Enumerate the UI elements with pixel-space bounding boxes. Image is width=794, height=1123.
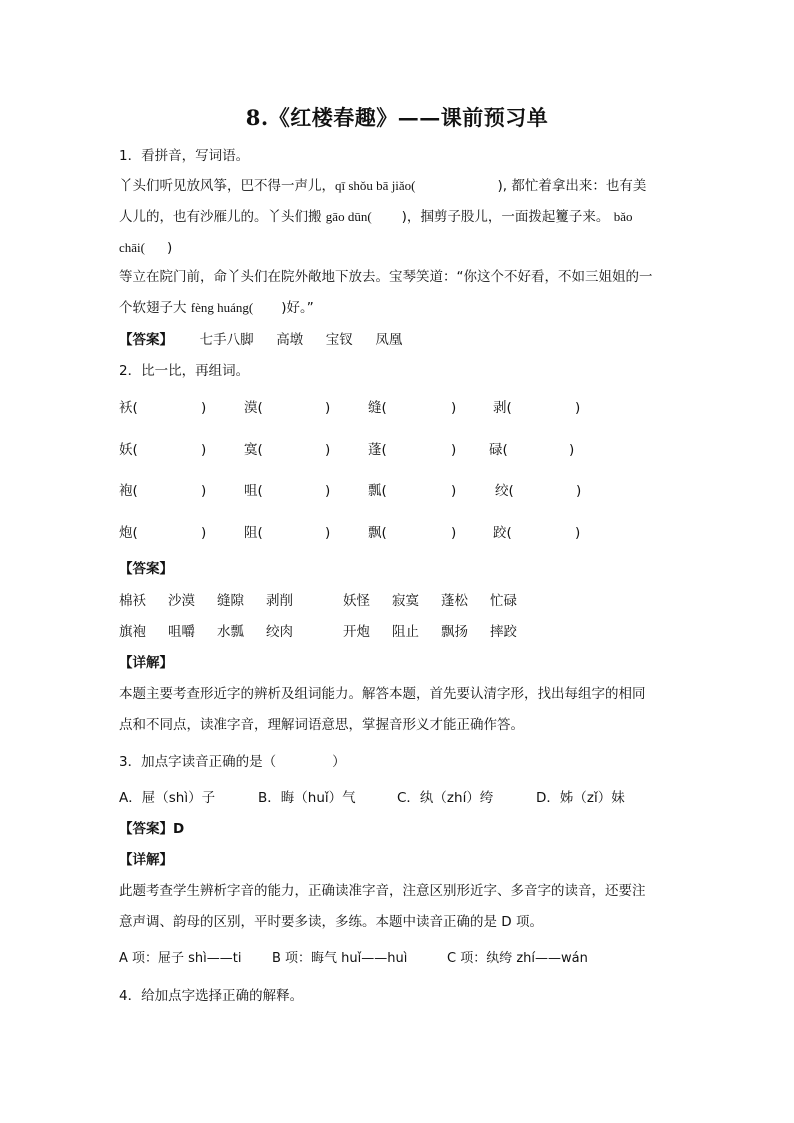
q2-close-r1c2: ) bbox=[325, 400, 331, 416]
q2-char-r2c3: 蓬( bbox=[368, 442, 387, 458]
q3-option-b: B．晦（huǐ）气 bbox=[258, 790, 356, 806]
q2-answer-r2-5: 开炮 bbox=[343, 624, 370, 640]
q3-detail-line-1: 此题考查学生辨析字音的能力，正确读准字音，注意区别形近字、多音字的读音，还要注 bbox=[119, 883, 646, 899]
q2-answer-label: 【答案】 bbox=[119, 561, 173, 577]
q2-char-r2c2: 寞( bbox=[244, 442, 263, 458]
q1-l5-rest: )好。” bbox=[281, 300, 314, 316]
q2-answer-r2-3: 水瓢 bbox=[217, 624, 244, 640]
q3-heading-text: 3．加点字读音正确的是（ bbox=[119, 754, 277, 770]
q3-note-c: C 项：纨绔 zhí——wán bbox=[447, 951, 588, 966]
q2-answer-r1-5: 妖怪 bbox=[343, 593, 370, 609]
q3-option-d: D．姊（zǐ）妹 bbox=[536, 790, 625, 806]
q2-heading: 2．比一比，再组词。 bbox=[119, 363, 250, 379]
q1-answer-4: 凤凰 bbox=[375, 332, 403, 348]
q2-close-r2c1: ) bbox=[201, 442, 207, 458]
q1-answer-2: 高墩 bbox=[276, 332, 304, 348]
q4-heading: 4．给加点字选择正确的解释。 bbox=[119, 988, 304, 1004]
q2-char-r3c3: 瓢( bbox=[368, 483, 387, 499]
q2-answer-r1-8: 忙碌 bbox=[490, 593, 517, 609]
q1-l3-pinyin: chāi( bbox=[119, 240, 145, 255]
q2-answer-r2-7: 飘扬 bbox=[441, 624, 468, 640]
page-title: 8.《红楼春趣》——课前预习单 bbox=[245, 105, 549, 130]
q2-char-r1c1: 袄( bbox=[119, 400, 138, 416]
q1-line-2 bbox=[119, 207, 633, 227]
q2-close-r4c1: ) bbox=[201, 525, 207, 541]
q1-l2-text: 人儿的，也有沙雁儿的。丫头们搬 bbox=[119, 209, 322, 225]
q1-l1-pinyin: qī shǒu bā jiǎo( bbox=[335, 178, 416, 193]
q3-detail-line-2: 意声调、韵母的区别，平时要多读，多练。本题中读音正确的是 D 项。 bbox=[119, 914, 543, 930]
q2-close-r1c4: ) bbox=[575, 400, 581, 416]
q2-char-r1c4: 剥( bbox=[493, 400, 512, 416]
q2-close-r4c3: ) bbox=[451, 525, 457, 541]
q1-answer-1: 七手八脚 bbox=[199, 332, 254, 348]
q2-close-r2c4: ) bbox=[569, 442, 575, 458]
q1-l2-pinyin: gāo dūn( bbox=[325, 209, 372, 224]
q2-detail-label: 【详解】 bbox=[119, 655, 173, 671]
q2-answer-r2-6: 阻止 bbox=[392, 624, 419, 640]
q2-answer-r1-7: 蓬松 bbox=[441, 593, 468, 609]
q2-close-r3c1: ) bbox=[201, 483, 207, 499]
q2-close-r1c1: ) bbox=[201, 400, 207, 416]
q1-l1-text: 丫头们听见放风筝，巴不得一声儿， bbox=[119, 178, 335, 194]
q1-heading: 1．看拼音，写词语。 bbox=[119, 148, 250, 164]
q1-answer-label: 【答案】 bbox=[119, 332, 173, 348]
q3-note-a: A 项：屉子 shì——ti bbox=[119, 951, 242, 966]
q2-char-r1c2: 漠( bbox=[244, 400, 263, 416]
q2-answer-r1-3: 缝隙 bbox=[217, 593, 244, 609]
q2-char-r4c4: 跤( bbox=[493, 525, 512, 541]
q2-answer-r2-8: 摔跤 bbox=[490, 624, 517, 640]
q2-close-r1c3: ) bbox=[451, 400, 457, 416]
q1-l3-rest: ) bbox=[166, 240, 173, 256]
q1-l5-text: 个软翅子大 bbox=[119, 300, 187, 316]
q1-answer-3: 宝钗 bbox=[325, 332, 353, 348]
q1-line-1 bbox=[119, 176, 646, 196]
q2-close-r4c2: ) bbox=[325, 525, 331, 541]
q3-option-c: C．纨（zhí）绔 bbox=[397, 790, 494, 806]
q2-close-r2c2: ) bbox=[325, 442, 331, 458]
q2-char-r3c1: 袍( bbox=[119, 483, 138, 499]
q1-l2-rest: )，掴剪子股儿，一面拨起籰子来。 bbox=[401, 209, 610, 225]
q2-close-r3c2: ) bbox=[325, 483, 331, 499]
q2-detail-line-1: 本题主要考查形近字的辨析及组词能力。解答本题，首先要认清字形，找出每组字的相同 bbox=[119, 686, 646, 702]
q2-answer-r1-4: 剥削 bbox=[266, 593, 293, 609]
q2-answer-r2-4: 绞肉 bbox=[266, 624, 293, 640]
q2-close-r3c3: ) bbox=[451, 483, 457, 499]
q1-line-5 bbox=[119, 298, 314, 318]
q2-char-r4c3: 飘( bbox=[368, 525, 387, 541]
q2-answer-r1-6: 寂寞 bbox=[392, 593, 419, 609]
q3-note-b: B 项：晦气 huǐ——huì bbox=[272, 951, 408, 966]
q2-answer-r1-1: 棉袄 bbox=[119, 593, 146, 609]
q2-close-r2c3: ) bbox=[451, 442, 457, 458]
q3-detail-label: 【详解】 bbox=[119, 852, 173, 868]
q2-char-r2c1: 妖( bbox=[119, 442, 138, 458]
q2-close-r4c4: ) bbox=[575, 525, 581, 541]
q2-char-r4c2: 阻( bbox=[244, 525, 263, 541]
q2-close-r3c4: ) bbox=[576, 483, 582, 499]
q2-answer-r2-1: 旗袍 bbox=[119, 624, 146, 640]
q3-heading-close: ） bbox=[332, 754, 346, 770]
q2-char-r1c3: 缝( bbox=[368, 400, 387, 416]
q2-answer-r2-2: 咀嚼 bbox=[168, 624, 195, 640]
q1-l1-rest: ), 都忙着拿出来：也有美 bbox=[497, 178, 647, 194]
q1-l2-pinyin2: bǎo bbox=[613, 209, 633, 224]
q2-detail-line-2: 点和不同点，读准字音，理解词语意思，掌握音形义才能正确作答。 bbox=[119, 717, 524, 733]
q1-line-3 bbox=[119, 238, 172, 258]
q2-char-r3c4: 绞( bbox=[495, 483, 514, 499]
q3-heading bbox=[119, 752, 346, 772]
q1-l5-pinyin: fèng huáng( bbox=[190, 300, 254, 315]
q2-char-r4c1: 炮( bbox=[119, 525, 138, 541]
q2-char-r3c2: 咀( bbox=[244, 483, 263, 499]
q3-option-a: A．屉（shì）子 bbox=[119, 790, 216, 806]
q2-char-r2c4: 碌( bbox=[489, 442, 508, 458]
q1-answer bbox=[119, 330, 402, 350]
q3-answer: 【答案】D bbox=[119, 821, 185, 837]
q2-answer-r1-2: 沙漠 bbox=[168, 593, 195, 609]
q1-line-4: 等立在院门前，命丫头们在院外敞地下放去。宝琴笑道：“你这个不好看，不如三姐姐的一 bbox=[119, 269, 653, 285]
